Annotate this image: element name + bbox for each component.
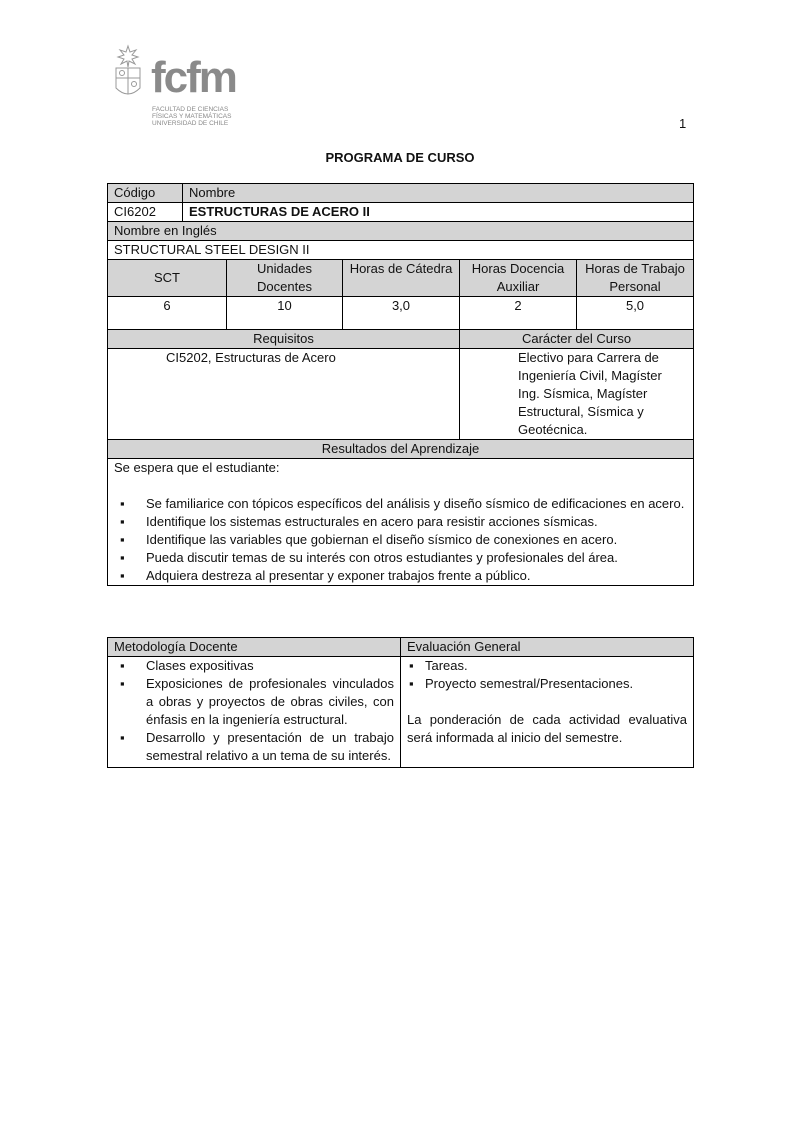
list-item: ▪ Proyecto semestral/Presentaciones. xyxy=(403,675,687,693)
page-title: PROGRAMA DE CURSO xyxy=(325,150,475,165)
hours-header-row xyxy=(108,260,694,297)
resultados-label: Resultados del Aprendizaje xyxy=(108,440,694,459)
course-row xyxy=(108,203,694,222)
evaluation-content xyxy=(401,657,694,768)
catedra-value: 3,0 xyxy=(343,297,460,330)
header-row xyxy=(108,184,694,203)
evaluation-list xyxy=(403,657,687,693)
code-label: Código xyxy=(108,184,183,203)
auxiliar-header: Horas Docencia Auxiliar xyxy=(460,260,577,297)
auxiliar-value: 2 xyxy=(460,297,577,330)
personal-header: Horas de Trabajo Personal xyxy=(577,260,694,297)
personal-value: 5,0 xyxy=(577,297,694,330)
requisitos-label: Requisitos xyxy=(108,330,460,349)
methodology-evaluation-table xyxy=(107,637,694,768)
resultados-content xyxy=(108,459,694,586)
caracter-value: Electivo para Carrera de Ingeniería Civil, Magíster Ing. Sísmica, Magíster Estructural, Sísmica y Geotécnica. xyxy=(460,349,694,440)
catedra-header: Horas de Cátedra xyxy=(343,260,460,297)
logo-subtitle: FACULTAD DE CIENCIAS FÍSICAS Y MATEMÁTICAS UNIVERSIDAD DE CHILE xyxy=(152,106,232,127)
list-item: ▪ Tareas. xyxy=(403,657,687,675)
english-name: STRUCTURAL STEEL DESIGN II xyxy=(108,241,694,260)
list-item: ▪ Desarrollo y presentación de un trabajo semestral relativo a un tema de su interés. xyxy=(114,729,394,765)
unidades-value: 10 xyxy=(227,297,343,330)
course-table xyxy=(107,183,694,586)
resultados-intro: Se espera que el estudiante: xyxy=(114,460,280,475)
course-name: ESTRUCTURAS DE ACERO II xyxy=(183,203,694,222)
name-label: Nombre xyxy=(183,184,694,203)
sct-value: 6 xyxy=(108,297,227,330)
course-code: CI6202 xyxy=(108,203,183,222)
methodology-label: Metodología Docente xyxy=(108,638,401,657)
resultados-list xyxy=(114,495,687,585)
logo-wordmark: fcfm xyxy=(151,53,236,102)
requisitos-value: CI5202, Estructuras de Acero xyxy=(108,349,460,440)
english-name-label: Nombre en Inglés xyxy=(108,222,694,241)
evaluation-label: Evaluación General xyxy=(401,638,694,657)
page-number: 1 xyxy=(679,116,687,131)
list-item: ▪ Pueda discutir temas de su interés con otros estudiantes y profesionales del área. xyxy=(114,549,687,567)
evaluation-note: La ponderación de cada actividad evaluativa será informada al inicio del semestre. xyxy=(407,712,687,745)
hours-values-row xyxy=(108,297,694,330)
caracter-label: Carácter del Curso xyxy=(460,330,694,349)
sct-header: SCT xyxy=(108,260,227,297)
list-item: ▪ Identifique las variables que gobiernan el diseño sísmico de conexiones en acero. xyxy=(114,531,687,549)
list-item: ▪ Identifique los sistemas estructurales en acero para resistir acciones sísmicas. xyxy=(114,513,687,531)
list-item: ▪ Exposiciones de profesionales vinculados a obras y proyectos de obras civiles, con énfasis en la ingeniería estructural. xyxy=(114,675,394,729)
list-item: ▪ Se familiarice con tópicos específicos del análisis y diseño sísmico de edificaciones en acero. xyxy=(114,495,687,513)
methodology-content xyxy=(108,657,401,768)
list-item: ▪ Clases expositivas xyxy=(114,657,394,675)
methodology-list xyxy=(114,657,394,765)
unidades-header: Unidades Docentes xyxy=(227,260,343,297)
list-item: ▪ Adquiera destreza al presentar y exponer trabajos frente a público. xyxy=(114,567,687,585)
crest-icon xyxy=(108,44,148,102)
university-logo xyxy=(108,44,268,130)
